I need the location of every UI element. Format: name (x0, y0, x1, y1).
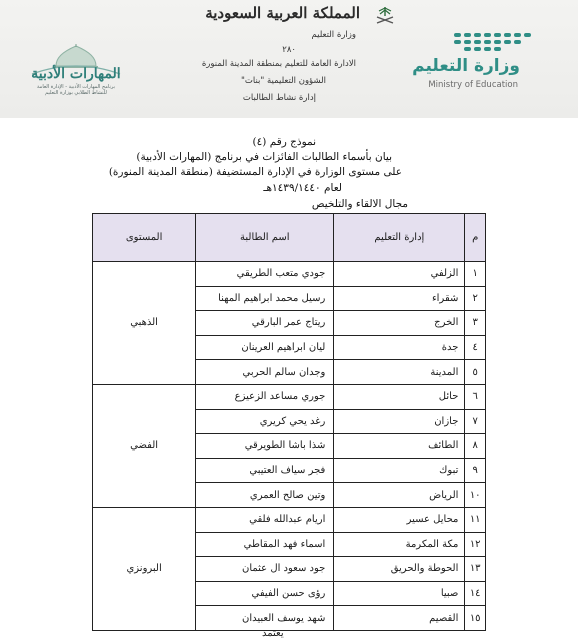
ministry-logo-english: Ministry of Education (428, 80, 518, 90)
row-dept: جدة (334, 335, 465, 360)
kingdom-title: المملكة العربية السعودية (205, 4, 360, 22)
row-number: ١٢ (465, 532, 486, 557)
academic-year: لعام ١٤٣٩/١٤٤٠هـ (263, 182, 342, 194)
winners-table (92, 213, 486, 631)
field-title: مجال الالقاء والتلخيص (311, 198, 408, 210)
saudi-emblem-icon (374, 4, 396, 26)
row-number: ٤ (465, 335, 486, 360)
form-number: نموذج رقم (٤) (252, 136, 316, 148)
statement-title: بيان بأسماء الطالبات الفائزات في برنامج (المهارات الأدبية) (136, 151, 392, 163)
row-dept: صبيا (334, 581, 465, 606)
row-dept: الحوطة والحريق (334, 557, 465, 582)
row-number: ١١ (465, 507, 486, 532)
ministry-line: وزارة التعليم (311, 30, 356, 40)
affairs-line: الشؤون التعليمية "بنات" (240, 76, 326, 86)
host-region-line: على مستوى الوزارة في الإدارة المستضيفة (منطقة المدينة المنورة) (108, 166, 402, 178)
ministry-logo-arabic: وزارة التعليم (412, 56, 520, 76)
row-number: ٨ (465, 434, 486, 459)
row-dept: شقراء (334, 286, 465, 311)
row-name: ريتاج عمر البارقي (196, 311, 334, 336)
literary-skills-subtitle: برنامج المهارات الأدبية - الإدارة العامة للنشاط الطلابي بوزارة التعليم (36, 84, 115, 96)
row-name: ليان ابراهيم العرينان (196, 335, 334, 360)
level-silver: الفضي (93, 384, 196, 507)
row-dept: محايل عسير (334, 507, 465, 532)
table-row (93, 262, 486, 287)
reference-number: ٢٨٠ (282, 45, 296, 55)
row-dept: الطائف (334, 434, 465, 459)
activity-dept-line: إدارة نشاط الطالبات (242, 93, 316, 103)
literary-skills-title: المهارات الأدبية (31, 66, 121, 82)
header-num: م (465, 214, 486, 262)
row-name: اريام عبدالله فلقي (196, 507, 334, 532)
row-name: وجدان سالم الحربي (196, 360, 334, 385)
row-name: فجر سياف العتيبي (196, 458, 334, 483)
row-dept: تبوك (334, 458, 465, 483)
row-name: رسيل محمد ابراهيم المهنا (196, 286, 334, 311)
row-number: ١٠ (465, 483, 486, 508)
row-number: ١٤ (465, 581, 486, 606)
row-name: جودي متعب الطريقي (196, 262, 334, 287)
row-number: ١ (465, 262, 486, 287)
ministry-logo-dots-icon (452, 30, 532, 54)
row-number: ١٣ (465, 557, 486, 582)
row-name: جوري مساعد الزعيزع (196, 384, 334, 409)
row-name: رؤى حسن الفيفي (196, 581, 334, 606)
row-number: ٧ (465, 409, 486, 434)
row-number: ٦ (465, 384, 486, 409)
row-dept: حائل (334, 384, 465, 409)
row-name: شذا باشا الطويرقي (196, 434, 334, 459)
table-row (93, 507, 486, 532)
table-header-row (93, 214, 486, 262)
row-name: وتين صالح العمري (196, 483, 334, 508)
row-name: اسماء فهد المقاطي (196, 532, 334, 557)
header-name: اسم الطالبة (196, 214, 334, 262)
row-number: ٣ (465, 311, 486, 336)
row-dept: المدينة (334, 360, 465, 385)
row-number: ٢ (465, 286, 486, 311)
directorate-line: الادارة العامة للتعليم بمنطقة المدينة المنورة (201, 59, 356, 69)
header-dept: إدارة التعليم (334, 214, 465, 262)
row-dept: الخرج (334, 311, 465, 336)
row-number: ١٥ (465, 606, 486, 631)
row-dept: الزلفي (334, 262, 465, 287)
row-name: رغد يحي كريري (196, 409, 334, 434)
row-dept: مكة المكرمة (334, 532, 465, 557)
row-number: ٥ (465, 360, 486, 385)
approval-label: يعتمد (262, 628, 284, 639)
row-name: جود سعود ال عثمان (196, 557, 334, 582)
table-row (93, 384, 486, 409)
row-number: ٩ (465, 458, 486, 483)
header-level: المستوى (93, 214, 196, 262)
row-dept: جازان (334, 409, 465, 434)
level-bronze: البرونزي (93, 507, 196, 630)
row-dept: الرياض (334, 483, 465, 508)
row-dept: القصيم (334, 606, 465, 631)
level-gold: الذهبي (93, 262, 196, 385)
row-name: شهد يوسف العبيدان (196, 606, 334, 631)
